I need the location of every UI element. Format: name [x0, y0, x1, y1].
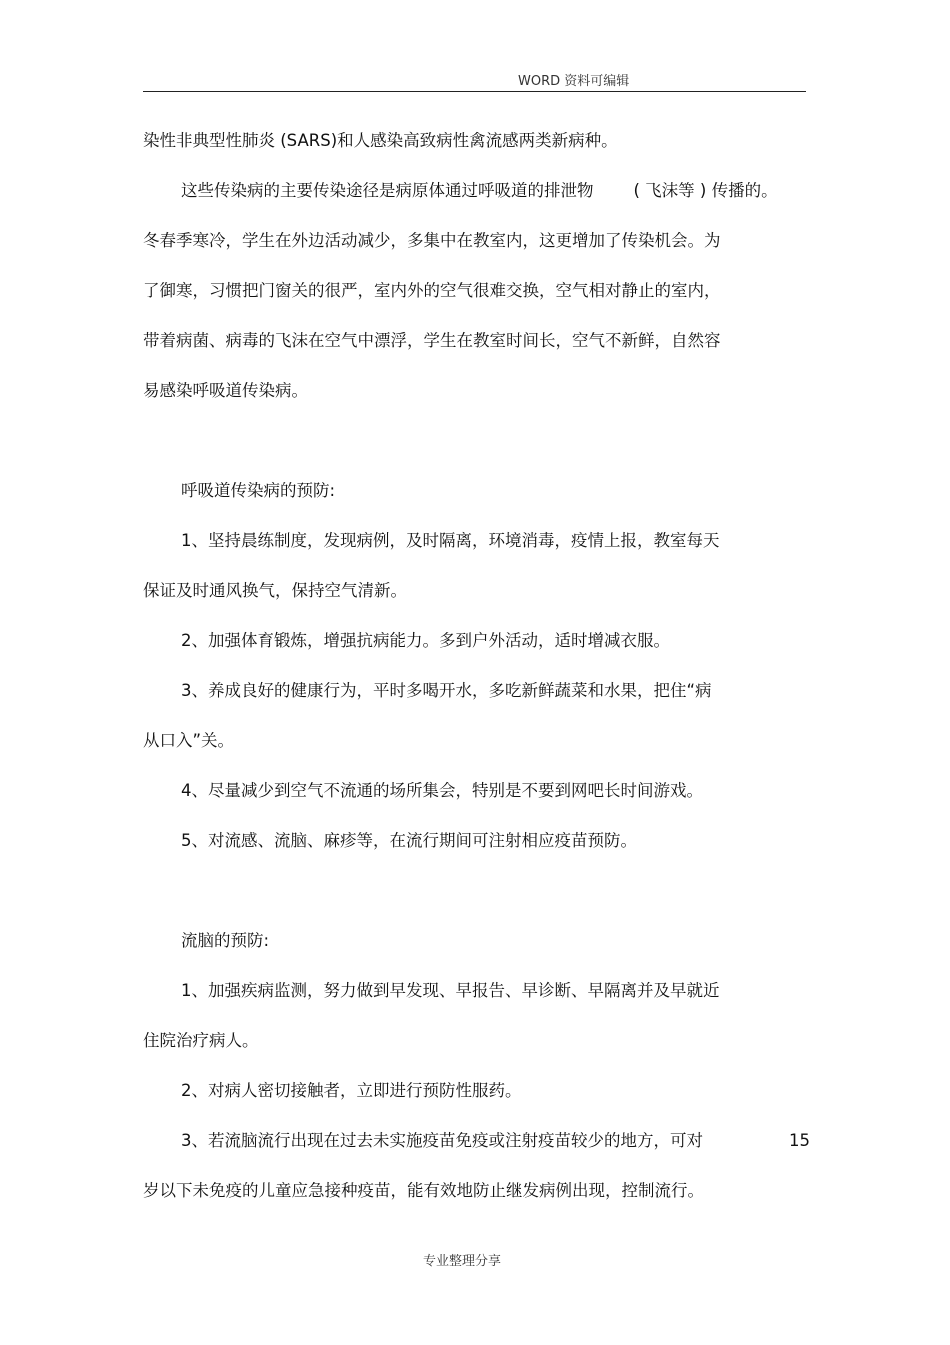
page-footer-text: 专业整理分享	[423, 1254, 502, 1269]
paragraph-text: 这些传染病的主要传染途径是病原体通过呼吸道的排泄物	[181, 181, 594, 200]
header-divider	[143, 91, 806, 92]
section-heading: 流脑的预防:	[181, 931, 270, 950]
list-item: 2、对病人密切接触者，立即进行预防性服药。	[181, 1081, 522, 1100]
list-item-continuation: 从口入”关。	[143, 731, 235, 750]
paragraph-text: ( 飞沫等 ) 传播的。	[633, 181, 778, 200]
list-item: 1、坚持晨练制度，发现病例，及时隔离，环境消毒，疫情上报，教室每天	[181, 531, 720, 550]
paragraph-line: 带着病菌、病毒的飞沫在空气中漂浮，学生在教室时间长，空气不新鲜，自然容	[143, 331, 721, 350]
list-item: 1、加强疾病监测，努力做到早发现、早报告、早诊断、早隔离并及早就近	[181, 981, 720, 1000]
paragraph-line: 易感染呼吸道传染病。	[143, 381, 308, 400]
page-header-text: WORD 资料可编辑	[518, 74, 630, 89]
section-heading: 呼吸道传染病的预防:	[181, 481, 336, 500]
list-item-continuation: 岁以下未免疫的儿童应急接种疫苗，能有效地防止继发病例出现，控制流行。	[143, 1181, 704, 1200]
list-item: 3、养成良好的健康行为，平时多喝开水，多吃新鲜蔬菜和水果，把住“病	[181, 681, 712, 700]
paragraph-line: 冬春季寒冷，学生在外边活动减少，多集中在教室内，这更增加了传染机会。为	[143, 231, 721, 250]
paragraph-line: 染性非典型性肺炎 (SARS)和人感染高致病性禽流感两类新病种。	[143, 131, 618, 150]
paragraph-line: 了御寒，习惯把门窗关的很严，室内外的空气很难交换，空气相对静止的室内，	[143, 281, 721, 300]
list-item: 2、加强体育锻炼，增强抗病能力。多到户外活动，适时增减衣服。	[181, 631, 670, 650]
list-item: 3、若流脑流行出现在过去未实施疫苗免疫或注射疫苗较少的地方，可对	[181, 1131, 703, 1150]
paragraph-line	[181, 181, 778, 201]
list-item: 5、对流感、流脑、麻疹等，在流行期间可注射相应疫苗预防。	[181, 831, 637, 850]
inline-number: 15	[789, 1131, 810, 1150]
list-item-continuation: 保证及时通风换气，保持空气清新。	[143, 581, 407, 600]
list-item-continuation: 住院治疗病人。	[143, 1031, 259, 1050]
list-item: 4、尽量减少到空气不流通的场所集会，特别是不要到网吧长时间游戏。	[181, 781, 703, 800]
